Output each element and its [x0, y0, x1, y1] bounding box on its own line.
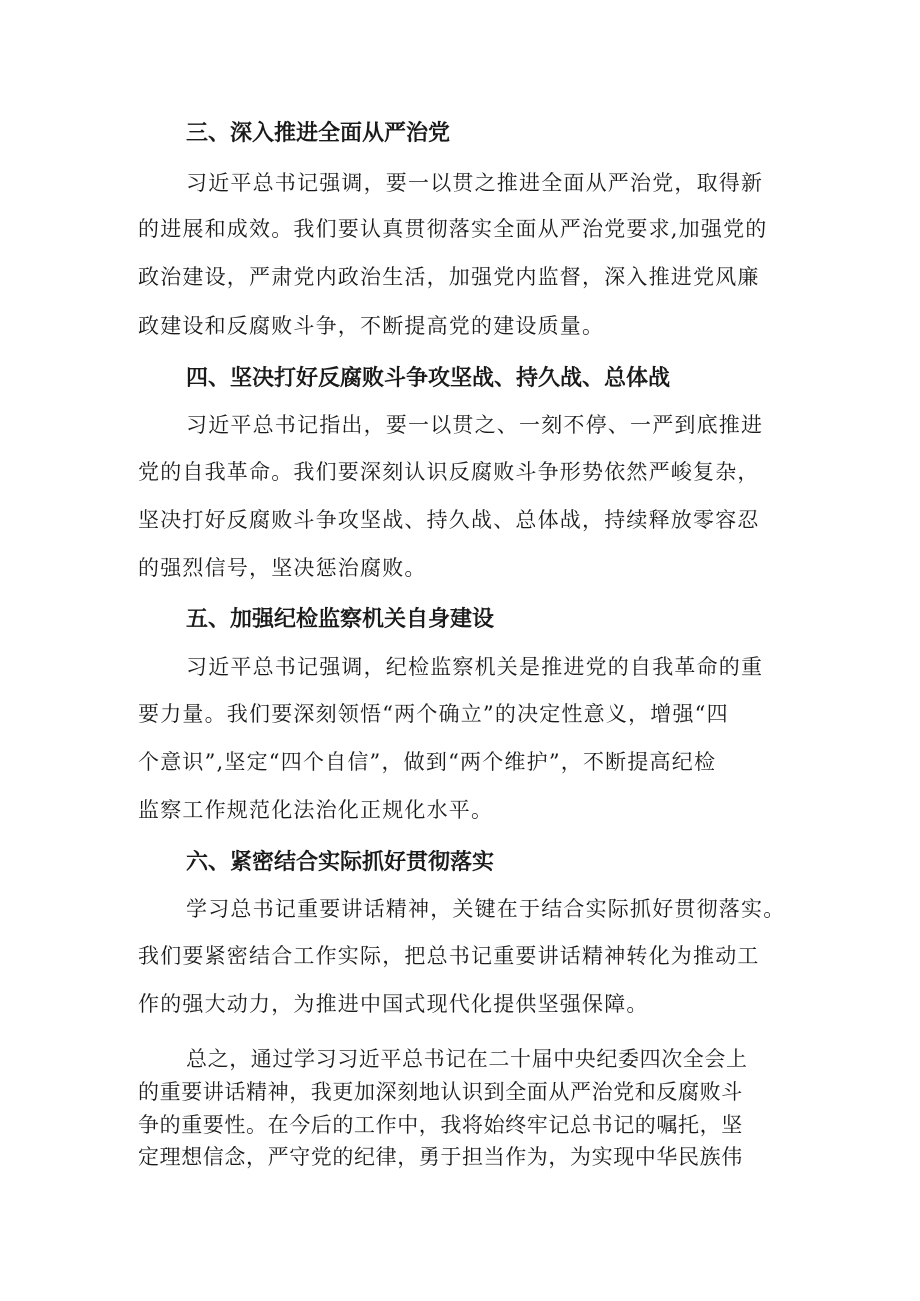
section-heading: 五、加强纪检监察机关自身建设	[186, 607, 495, 632]
paragraph-line: 党的自我革命。我们要深刻认识反腐败斗争形势依然严峻复杂，	[138, 460, 760, 484]
paragraph-line: 学习总书记重要讲话精神，关键在于结合实际抓好贯彻落实。	[186, 897, 786, 921]
paragraph-line: 争的重要性。在今后的工作中，我将始终牢记总书记的嘱托，坚	[138, 1113, 743, 1137]
paragraph-line: 习近平总书记强调，要一以贯之推进全面从严治党，取得新	[186, 171, 764, 195]
paragraph-line: 习近平总书记强调，纪检监察机关是推进党的自我革命的重	[186, 655, 764, 679]
paragraph-line: 个意识”,坚定“四个自信”，做到“两个维护”，不断提高纪检	[138, 750, 717, 774]
paragraph-line: 定理想信念，严守党的纪律，勇于担当作为，为实现中华民族伟	[138, 1145, 743, 1169]
paragraph-line: 总之，通过学习习近平总书记在二十届中央纪委四次全会上	[186, 1047, 748, 1071]
paragraph-line: 的强烈信号，坚决惩治腐败。	[138, 556, 427, 580]
paragraph-line: 要力量。我们要深刻领悟“两个确立”的决定性意义，增强“四	[138, 702, 729, 726]
paragraph-line: 监察工作规范化法治化正规化水平。	[138, 798, 494, 822]
paragraph-line: 政治建设，严肃党内政治生活，加强党内监督，深入推进党风廉	[138, 265, 760, 289]
paragraph-line: 政建设和反腐败斗争，不断提高党的建设质量。	[138, 314, 605, 338]
paragraph-line: 作的强大动力，为推进中国式现代化提供坚强保障。	[138, 992, 649, 1016]
section-heading: 四、坚决打好反腐败斗争攻坚战、持久战、总体战	[186, 366, 671, 391]
section-heading: 六、紧密结合实际抓好贯彻落实	[186, 850, 495, 875]
paragraph-line: 坚决打好反腐败斗争攻坚战、持久战、总体战，持续释放零容忍	[138, 508, 760, 532]
paragraph-line: 我们要紧密结合工作实际，把总书记重要讲话精神转化为推动工	[138, 944, 760, 968]
section-heading: 三、深入推进全面从严治党	[186, 121, 451, 146]
paragraph-line: 的重要讲话精神，我更加深刻地认识到全面从严治党和反腐败斗	[138, 1080, 743, 1104]
paragraph-line: 习近平总书记指出，要一以贯之、一刻不停、一严到底推进	[186, 413, 764, 437]
paragraph-line: 的进展和成效。我们要认真贯彻落实全面从严治党要求,加强党的	[138, 217, 768, 241]
